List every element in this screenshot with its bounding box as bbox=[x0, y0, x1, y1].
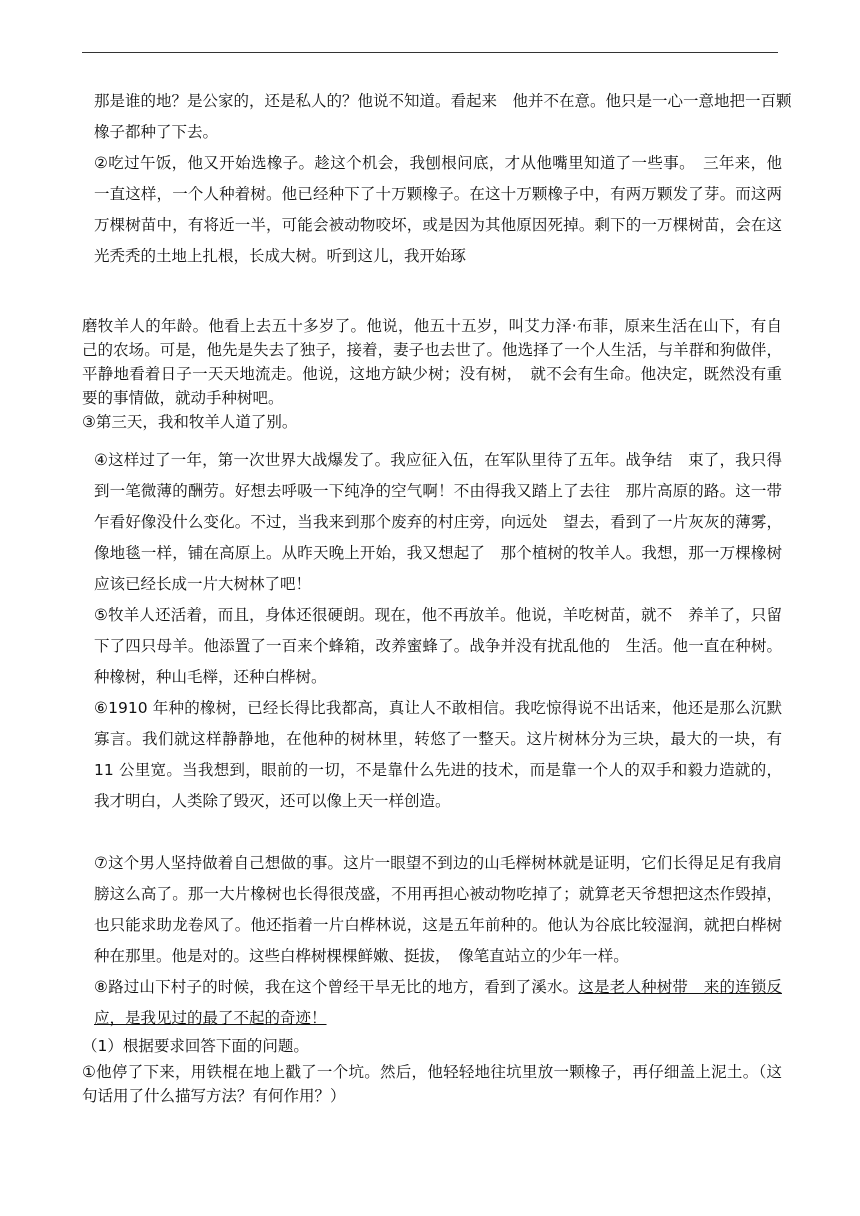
paragraph-intro-line1: 那是谁的地？是公家的，还是私人的？他说不知道。看起来 他并不在意。他只是一心一意地把一百颗 bbox=[94, 92, 792, 110]
paragraph-2: ②吃过午饭，他又开始选橡子。趁这个机会，我刨根问底，才从他嘴里知道了一些事。 三年来，他一直这样，一个人种着树。他已经种下了十万颗橡子。在这十万颗橡子中，有两万颗发了芽。而这两万棵树苗中，有将近一半，可能会被动物咬坏，或是因为其他原因死掉。剩下的一万棵树苗，会在这光秃秃的土地上扎根，长成大树。听到这儿，我开始琢 bbox=[94, 154, 782, 265]
header-rule bbox=[82, 52, 778, 53]
paragraph-8 bbox=[82, 972, 782, 1034]
underlined-sentence: 这是老人种树带 来的连锁反应，是我见过的最了不起的奇迹！ bbox=[94, 978, 782, 1027]
question-section bbox=[82, 1034, 782, 1108]
question-heading: （1）根据要求回答下面的问题。 bbox=[82, 1037, 309, 1055]
paragraph-continued: 磨牧羊人的年龄。他看上去五十多岁了。他说，他五十五岁，叫艾力泽·布菲，原来生活在山下，有自己的农场。可是，他先是失去了独子，接着，妻子也去世了。他选择了一个人生活，与羊群和狗做伴，平静地看着日子一天天地流走。他说，这地方缺少树；没有树， 就不会有生命。他决定，既然没有重要的事情做，就动手种树吧。 bbox=[82, 317, 782, 407]
paragraph-intro bbox=[82, 86, 792, 148]
paragraph-3: ③第三天，我和牧羊人道了别。 bbox=[82, 413, 298, 431]
paragraph-7: ⑦这个男人坚持做着自己想做的事。这片一眼望不到边的山毛榉树林就是证明，它们长得足足有我肩膀这么高了。那一大片橡树也长得很茂盛，不用再担心被动物吃掉了；就算老天爷想把这杰作毁掉，也只能求助龙卷风了。他还指着一片白桦林说，这是五年前种的。他认为谷底比较湿润，就把白桦树种在那里。他是对的。这些白桦树棵棵鲜嫩、挺拔， 像笔直站立的少年一样。 bbox=[94, 854, 782, 965]
paragraph-6: ⑥1910 年种的橡树，已经长得比我都高，真让人不敢相信。我吃惊得说不出话来，他还是那么沉默寡言。我们就这样静静地，在他种的树林里，转悠了一整天。这片树林分为三块，最大的一块，有 11 公里宽。当我想到，眼前的一切，不是靠什么先进的技术，而是靠一个人的双手和毅力造就的，我才明白，人类除了毁灭，还可以像上天一样创造。 bbox=[94, 699, 782, 810]
paragraph-8-text: ⑧路过山下村子的时候，我在这个曾经干旱无比的地方，看到了溪水。 bbox=[94, 978, 579, 996]
question-item-1: ①他停了下来，用铁棍在地上戳了一个坑。然后，他轻轻地往坑里放一颗橡子，再仔细盖上泥土。（这句话用了什么描写方法？有何作用？） bbox=[82, 1063, 782, 1105]
paragraph-5: ⑤牧羊人还活着，而且，身体还很硬朗。现在，他不再放羊。他说，羊吃树苗，就不 养羊了，只留下了四只母羊。他添置了一百来个蜂箱，改养蜜蜂了。战争并没有扰乱他的 生活。他一直在种树。种橡树，种山毛榉，还种白桦树。 bbox=[94, 606, 782, 686]
paragraph-intro-line2: 橡子都种了下去。 bbox=[94, 123, 219, 141]
paragraph-4: ④这样过了一年，第一次世界大战爆发了。我应征入伍，在军队里待了五年。战争结 束了，我只得到一笔微薄的酬劳。好想去呼吸一下纯净的空气啊！不由得我又踏上了去往 那片高原的路。这一带乍看好像没什么变化。不过，当我来到那个废弃的村庄旁，向远处 望去，看到了一片灰灰的薄雾，像地毯一样，铺在高原上。从昨天晚上开始，我又想起了 那个植树的牧羊人。我想，那一万棵橡树应该已经长成一片大树林了吧！ bbox=[94, 451, 782, 593]
